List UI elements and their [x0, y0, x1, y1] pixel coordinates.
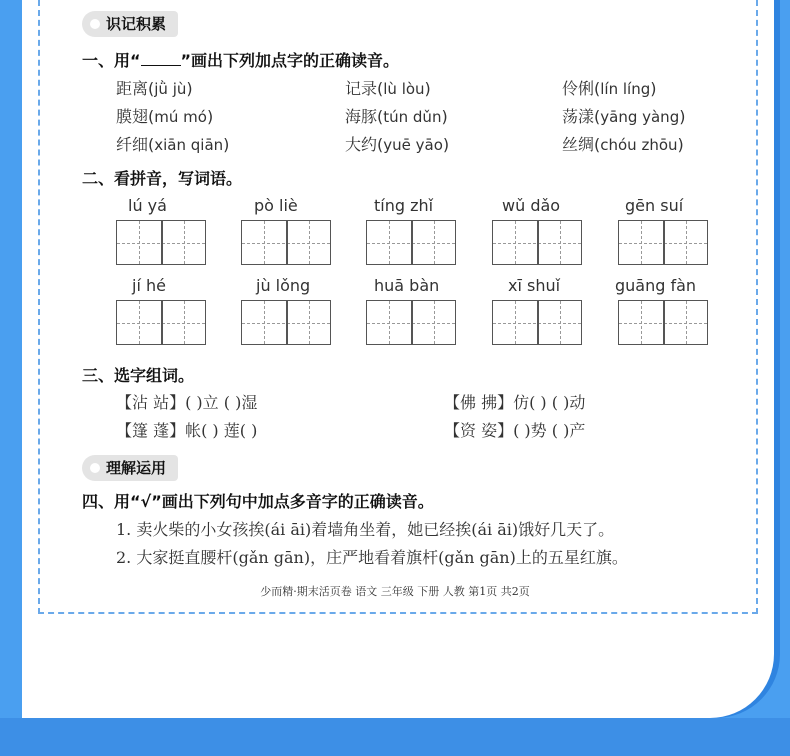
- pinyin-label: lú yá: [128, 196, 167, 215]
- q1-item: 丝绸(chóu zhōu): [562, 135, 684, 154]
- writing-grid[interactable]: [492, 300, 582, 345]
- pinyin-label: jù lǒng: [256, 276, 311, 295]
- q3-item: 【佛 拂】仿( ) ( )动: [444, 393, 586, 412]
- writing-grid[interactable]: [116, 300, 206, 345]
- question-4-title: 四、用“√”画出下列句中加点多音字的正确读音。: [82, 492, 434, 511]
- page-footer: 少而精·期末活页卷 语文 三年级 下册 人教 第1页 共2页: [260, 585, 530, 598]
- q1-title-part-b: ”画出下列加点字的正确读音。: [180, 51, 400, 70]
- tag-dot-icon: [90, 19, 100, 29]
- pinyin-label: guāng fàn: [615, 276, 697, 295]
- section-tag-label: 识记积累: [106, 15, 167, 33]
- q1-item: 海豚(tún dǔn): [345, 107, 448, 126]
- q4-sentence: 2. 大家挺直腰杆(gǎn gān)，庄严地看着旗杆(gǎn gān)上的五星红旗。: [116, 548, 628, 567]
- question-2-title: 二、看拼音，写词语。: [82, 169, 243, 188]
- bottom-band: [0, 718, 790, 756]
- pinyin-label: pò liè: [254, 196, 298, 215]
- q3-item: 【篷 蓬】帐( ) 莲( ): [116, 421, 258, 440]
- section-tag-apply: [82, 455, 178, 481]
- q1-item: 距离(jǜ jù): [116, 79, 193, 98]
- pinyin-label: huā bàn: [374, 276, 440, 295]
- q1-title-part-a: 一、用“: [82, 51, 141, 70]
- writing-grid[interactable]: [241, 220, 331, 265]
- question-3-title: 三、选字组词。: [82, 366, 195, 385]
- question-1-title: [82, 48, 399, 71]
- q1-item: 荡漾(yāng yàng): [562, 107, 686, 126]
- writing-grid[interactable]: [366, 300, 456, 345]
- writing-grid[interactable]: [366, 220, 456, 265]
- writing-grid[interactable]: [492, 220, 582, 265]
- q1-item: 大约(yuē yāo): [345, 135, 450, 154]
- q1-item: 记录(lù lòu): [345, 79, 431, 98]
- pinyin-label: tíng zhǐ: [374, 196, 434, 215]
- pinyin-label: jí hé: [132, 276, 166, 295]
- pinyin-label: gēn suí: [625, 196, 684, 215]
- pinyin-label: xī shuǐ: [508, 276, 561, 295]
- q3-item: 【资 姿】( )势 ( )产: [444, 421, 586, 440]
- writing-grid[interactable]: [618, 220, 708, 265]
- section-tag-label: 理解运用: [106, 459, 167, 477]
- underline-sample: [141, 51, 181, 66]
- q1-item: 纤细(xiān qiān): [116, 135, 230, 154]
- pinyin-label: wǔ dǎo: [502, 196, 561, 215]
- writing-grid[interactable]: [241, 300, 331, 345]
- writing-grid[interactable]: [618, 300, 708, 345]
- q4-sentence: 1. 卖火柴的小女孩挨(ái āi)着墙角坐着，她已经挨(ái āi)饿好几天了。: [116, 520, 615, 539]
- section-tag-memorize: [82, 11, 178, 37]
- q1-item: 伶俐(lín líng): [562, 79, 657, 98]
- writing-grid[interactable]: [116, 220, 206, 265]
- tag-dot-icon: [90, 463, 100, 473]
- q1-item: 膜翅(mú mó): [116, 107, 214, 126]
- q3-item: 【沾 站】( )立 ( )湿: [116, 393, 258, 412]
